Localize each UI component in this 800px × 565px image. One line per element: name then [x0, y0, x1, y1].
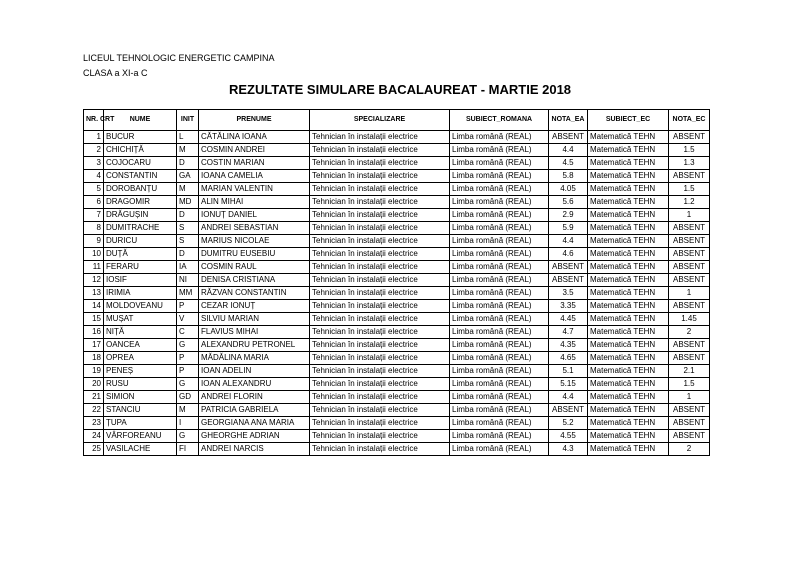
subiect-ec-cell: Matematică TEHN	[588, 196, 669, 209]
subiect-romana-cell: Limba română (REAL)	[450, 170, 549, 183]
prenume-cell: IONUȚ DANIEL	[199, 209, 310, 222]
specializare-cell: Tehnician în instalații electrice	[310, 378, 450, 391]
table-row	[84, 196, 710, 209]
specializare-cell: Tehnician în instalații electrice	[310, 430, 450, 443]
subiect-ec-cell: Matematică TEHN	[588, 144, 669, 157]
subiect-ec-cell: Matematică TEHN	[588, 300, 669, 313]
subiect-romana-cell: Limba română (REAL)	[450, 430, 549, 443]
subiect-ec-cell: Matematică TEHN	[588, 326, 669, 339]
specializare-cell: Tehnician în instalații electrice	[310, 209, 450, 222]
prenume-cell: ANDREI SEBASTIAN	[199, 222, 310, 235]
specializare-cell: Tehnician în instalații electrice	[310, 222, 450, 235]
nota-ea-cell: 4.4	[549, 235, 588, 248]
nota-ea-cell: 3.5	[549, 287, 588, 300]
subiect-romana-cell: Limba română (REAL)	[450, 391, 549, 404]
nume-cell: OANCEA	[104, 339, 177, 352]
nume-cell: IOSIF	[104, 274, 177, 287]
table-row	[84, 170, 710, 183]
subiect-romana-cell: Limba română (REAL)	[450, 183, 549, 196]
subiect-ec-cell: Matematică TEHN	[588, 417, 669, 430]
subiect-ec-cell: Matematică TEHN	[588, 430, 669, 443]
subiect-romana-cell: Limba română (REAL)	[450, 209, 549, 222]
prenume-cell: ANDREI FLORIN	[199, 391, 310, 404]
nr-cell: 15	[84, 313, 104, 326]
nr-cell: 10	[84, 248, 104, 261]
prenume-cell: DUMITRU EUSEBIU	[199, 248, 310, 261]
header-row	[84, 110, 710, 131]
subiect-ec-cell: Matematică TEHN	[588, 391, 669, 404]
subiect-romana-cell: Limba română (REAL)	[450, 313, 549, 326]
class-name: CLASA a XI-a C	[83, 68, 148, 78]
nume-cell: ȚUPA	[104, 417, 177, 430]
subiect-romana-cell: Limba română (REAL)	[450, 300, 549, 313]
nume-cell: CHICHIȚĂ	[104, 144, 177, 157]
specializare-cell: Tehnician în instalații electrice	[310, 131, 450, 144]
nota-ea-cell: 4.55	[549, 430, 588, 443]
init-cell: D	[177, 248, 199, 261]
specializare-cell: Tehnician în instalații electrice	[310, 274, 450, 287]
init-cell: D	[177, 209, 199, 222]
table-row	[84, 183, 710, 196]
subiect-ec-cell: Matematică TEHN	[588, 157, 669, 170]
nota-ea-cell: 4.45	[549, 313, 588, 326]
table-row	[84, 352, 710, 365]
specializare-cell: Tehnician în instalații electrice	[310, 313, 450, 326]
subiect-romana-cell: Limba română (REAL)	[450, 248, 549, 261]
prenume-cell: IOANA CAMELIA	[199, 170, 310, 183]
nota-ea-cell: 4.4	[549, 144, 588, 157]
prenume-cell: FLAVIUS MIHAI	[199, 326, 310, 339]
col-init-header: INIT	[177, 110, 199, 131]
init-cell: L	[177, 131, 199, 144]
nume-cell: NIȚĂ	[104, 326, 177, 339]
init-cell: FI	[177, 443, 199, 456]
init-cell: I	[177, 417, 199, 430]
nume-cell: COJOCARU	[104, 157, 177, 170]
col-specializare-header: SPECIALIZARE	[310, 110, 450, 131]
subiect-ec-cell: Matematică TEHN	[588, 404, 669, 417]
nota-ec-cell: ABSENT	[669, 430, 710, 443]
col-nota-ec-header: NOTA_EC	[669, 110, 710, 131]
nume-cell: STANCIU	[104, 404, 177, 417]
col-prenume-header: PRENUME	[199, 110, 310, 131]
subiect-romana-cell: Limba română (REAL)	[450, 157, 549, 170]
subiect-ec-cell: Matematică TEHN	[588, 248, 669, 261]
nr-cell: 3	[84, 157, 104, 170]
nr-cell: 5	[84, 183, 104, 196]
table-row	[84, 313, 710, 326]
subiect-romana-cell: Limba română (REAL)	[450, 274, 549, 287]
nota-ea-cell: 4.7	[549, 326, 588, 339]
nota-ea-cell: 4.35	[549, 339, 588, 352]
init-cell: IA	[177, 261, 199, 274]
nota-ec-cell: ABSENT	[669, 274, 710, 287]
init-cell: GA	[177, 170, 199, 183]
subiect-ec-cell: Matematică TEHN	[588, 365, 669, 378]
results-table	[83, 109, 710, 456]
nota-ec-cell: 1.5	[669, 183, 710, 196]
init-cell: S	[177, 235, 199, 248]
prenume-cell: PATRICIA GABRIELA	[199, 404, 310, 417]
init-cell: MM	[177, 287, 199, 300]
nr-cell: 24	[84, 430, 104, 443]
nota-ec-cell: ABSENT	[669, 248, 710, 261]
specializare-cell: Tehnician în instalații electrice	[310, 352, 450, 365]
subiect-ec-cell: Matematică TEHN	[588, 313, 669, 326]
nota-ea-cell: 3.35	[549, 300, 588, 313]
nume-cell: PENEȘ	[104, 365, 177, 378]
prenume-cell: COSTIN MARIAN	[199, 157, 310, 170]
subiect-romana-cell: Limba română (REAL)	[450, 417, 549, 430]
nume-cell: CONSTANTIN	[104, 170, 177, 183]
prenume-cell: ALIN MIHAI	[199, 196, 310, 209]
nr-cell: 11	[84, 261, 104, 274]
table-row	[84, 417, 710, 430]
nota-ec-cell: 1.3	[669, 157, 710, 170]
specializare-cell: Tehnician în instalații electrice	[310, 443, 450, 456]
table-row	[84, 222, 710, 235]
subiect-ec-cell: Matematică TEHN	[588, 339, 669, 352]
init-cell: G	[177, 378, 199, 391]
nr-cell: 13	[84, 287, 104, 300]
nume-cell: VASILACHE	[104, 443, 177, 456]
subiect-romana-cell: Limba română (REAL)	[450, 261, 549, 274]
prenume-cell: MARIUS NICOLAE	[199, 235, 310, 248]
nota-ec-cell: ABSENT	[669, 131, 710, 144]
nota-ea-cell: 4.65	[549, 352, 588, 365]
nr-cell: 6	[84, 196, 104, 209]
nr-cell: 22	[84, 404, 104, 417]
table-row	[84, 248, 710, 261]
nume-cell: IRIMIA	[104, 287, 177, 300]
nume-cell: MOLDOVEANU	[104, 300, 177, 313]
nota-ea-cell: 4.4	[549, 391, 588, 404]
specializare-cell: Tehnician în instalații electrice	[310, 144, 450, 157]
nota-ec-cell: 2	[669, 326, 710, 339]
nota-ea-cell: 5.8	[549, 170, 588, 183]
nr-cell: 2	[84, 144, 104, 157]
specializare-cell: Tehnician în instalații electrice	[310, 287, 450, 300]
table-header	[84, 110, 710, 131]
nota-ec-cell: 2	[669, 443, 710, 456]
prenume-cell: MĂDĂLINA MARIA	[199, 352, 310, 365]
specializare-cell: Tehnician în instalații electrice	[310, 261, 450, 274]
subiect-romana-cell: Limba română (REAL)	[450, 404, 549, 417]
table-row	[84, 339, 710, 352]
nota-ec-cell: 1.5	[669, 378, 710, 391]
nota-ec-cell: ABSENT	[669, 300, 710, 313]
prenume-cell: RĂZVAN CONSTANTIN	[199, 287, 310, 300]
init-cell: NI	[177, 274, 199, 287]
subiect-ec-cell: Matematică TEHN	[588, 183, 669, 196]
subiect-ec-cell: Matematică TEHN	[588, 274, 669, 287]
prenume-cell: IOAN ADELIN	[199, 365, 310, 378]
prenume-cell: MARIAN VALENTIN	[199, 183, 310, 196]
table-row	[84, 131, 710, 144]
nr-cell: 14	[84, 300, 104, 313]
subiect-ec-cell: Matematică TEHN	[588, 443, 669, 456]
col-nota-ea-header: NOTA_EA	[549, 110, 588, 131]
subiect-ec-cell: Matematică TEHN	[588, 131, 669, 144]
subiect-ec-cell: Matematică TEHN	[588, 170, 669, 183]
nota-ea-cell: 5.9	[549, 222, 588, 235]
subiect-ec-cell: Matematică TEHN	[588, 352, 669, 365]
prenume-cell: GEORGIANA ANA MARIA	[199, 417, 310, 430]
specializare-cell: Tehnician în instalații electrice	[310, 391, 450, 404]
init-cell: M	[177, 183, 199, 196]
prenume-cell: DENISA CRISTIANA	[199, 274, 310, 287]
nume-cell: DUȚĂ	[104, 248, 177, 261]
subiect-ec-cell: Matematică TEHN	[588, 222, 669, 235]
subiect-ec-cell: Matematică TEHN	[588, 378, 669, 391]
nota-ea-cell: 5.15	[549, 378, 588, 391]
subiect-romana-cell: Limba română (REAL)	[450, 222, 549, 235]
prenume-cell: ANDREI NARCIS	[199, 443, 310, 456]
specializare-cell: Tehnician în instalații electrice	[310, 170, 450, 183]
nota-ea-cell: ABSENT	[549, 131, 588, 144]
subiect-romana-cell: Limba română (REAL)	[450, 235, 549, 248]
subiect-romana-cell: Limba română (REAL)	[450, 131, 549, 144]
specializare-cell: Tehnician în instalații electrice	[310, 196, 450, 209]
nume-cell: DOROBANȚU	[104, 183, 177, 196]
nume-cell: SIMION	[104, 391, 177, 404]
init-cell: M	[177, 144, 199, 157]
col-subiect-romana-header: SUBIECT_ROMANA	[450, 110, 549, 131]
subiect-romana-cell: Limba română (REAL)	[450, 378, 549, 391]
init-cell: P	[177, 365, 199, 378]
specializare-cell: Tehnician în instalații electrice	[310, 417, 450, 430]
nota-ea-cell: 4.6	[549, 248, 588, 261]
init-cell: M	[177, 404, 199, 417]
prenume-cell: GHEORGHE ADRIAN	[199, 430, 310, 443]
table-row	[84, 391, 710, 404]
init-cell: S	[177, 222, 199, 235]
nume-cell: DRĂGUȘIN	[104, 209, 177, 222]
init-cell: V	[177, 313, 199, 326]
specializare-cell: Tehnician în instalații electrice	[310, 183, 450, 196]
nume-cell: DRAGOMIR	[104, 196, 177, 209]
nr-cell: 9	[84, 235, 104, 248]
page-title: REZULTATE SIMULARE BACALAUREAT - MARTIE 2018	[228, 82, 572, 97]
nume-cell: DURICU	[104, 235, 177, 248]
nota-ea-cell: ABSENT	[549, 261, 588, 274]
nume-cell: BUCUR	[104, 131, 177, 144]
col-nume-header: NUME	[104, 110, 177, 131]
table-row	[84, 326, 710, 339]
subiect-romana-cell: Limba română (REAL)	[450, 287, 549, 300]
subiect-ec-cell: Matematică TEHN	[588, 287, 669, 300]
specializare-cell: Tehnician în instalații electrice	[310, 300, 450, 313]
nota-ea-cell: 5.2	[549, 417, 588, 430]
init-cell: G	[177, 339, 199, 352]
nume-cell: FERARU	[104, 261, 177, 274]
table-row	[84, 157, 710, 170]
init-cell: P	[177, 352, 199, 365]
table-row	[84, 274, 710, 287]
table-row	[84, 300, 710, 313]
nr-cell: 20	[84, 378, 104, 391]
nota-ec-cell: ABSENT	[669, 222, 710, 235]
table-row	[84, 235, 710, 248]
school-name: LICEUL TEHNOLOGIC ENERGETIC CAMPINA	[83, 53, 275, 63]
nota-ec-cell: ABSENT	[669, 170, 710, 183]
nota-ec-cell: 1	[669, 391, 710, 404]
col-subiect-ec-header: SUBIECT_EC	[588, 110, 669, 131]
subiect-romana-cell: Limba română (REAL)	[450, 196, 549, 209]
subiect-romana-cell: Limba română (REAL)	[450, 352, 549, 365]
prenume-cell: COSMIN ANDREI	[199, 144, 310, 157]
prenume-cell: COSMIN RAUL	[199, 261, 310, 274]
table-row	[84, 404, 710, 417]
nr-cell: 19	[84, 365, 104, 378]
table-row	[84, 261, 710, 274]
table-row	[84, 378, 710, 391]
nota-ea-cell: ABSENT	[549, 274, 588, 287]
prenume-cell: SILVIU MARIAN	[199, 313, 310, 326]
subiect-romana-cell: Limba română (REAL)	[450, 365, 549, 378]
nota-ec-cell: ABSENT	[669, 261, 710, 274]
subiect-romana-cell: Limba română (REAL)	[450, 144, 549, 157]
nota-ec-cell: 2.1	[669, 365, 710, 378]
nota-ea-cell: 5.1	[549, 365, 588, 378]
nr-cell: 23	[84, 417, 104, 430]
prenume-cell: ALEXANDRU PETRONEL	[199, 339, 310, 352]
nr-cell: 4	[84, 170, 104, 183]
subiect-romana-cell: Limba română (REAL)	[450, 326, 549, 339]
table-row	[84, 209, 710, 222]
nr-cell: 16	[84, 326, 104, 339]
specializare-cell: Tehnician în instalații electrice	[310, 339, 450, 352]
nota-ec-cell: 1	[669, 287, 710, 300]
init-cell: GD	[177, 391, 199, 404]
nota-ec-cell: 1.5	[669, 144, 710, 157]
nr-cell: 21	[84, 391, 104, 404]
nota-ec-cell: 1	[669, 209, 710, 222]
table-row	[84, 144, 710, 157]
nota-ec-cell: 1.2	[669, 196, 710, 209]
table-row	[84, 287, 710, 300]
table-body	[84, 131, 710, 456]
specializare-cell: Tehnician în instalații electrice	[310, 157, 450, 170]
nr-cell: 7	[84, 209, 104, 222]
nota-ec-cell: ABSENT	[669, 235, 710, 248]
nr-cell: 17	[84, 339, 104, 352]
subiect-ec-cell: Matematică TEHN	[588, 209, 669, 222]
specializare-cell: Tehnician în instalații electrice	[310, 404, 450, 417]
specializare-cell: Tehnician în instalații electrice	[310, 365, 450, 378]
nr-cell: 8	[84, 222, 104, 235]
subiect-romana-cell: Limba română (REAL)	[450, 339, 549, 352]
nume-cell: RUSU	[104, 378, 177, 391]
table-row	[84, 365, 710, 378]
nota-ea-cell: ABSENT	[549, 404, 588, 417]
table-row	[84, 443, 710, 456]
init-cell: G	[177, 430, 199, 443]
init-cell: D	[177, 157, 199, 170]
nume-cell: MUȘAT	[104, 313, 177, 326]
nume-cell: DUMITRACHE	[104, 222, 177, 235]
nota-ec-cell: ABSENT	[669, 339, 710, 352]
nr-cell: 12	[84, 274, 104, 287]
nota-ea-cell: 4.05	[549, 183, 588, 196]
nota-ec-cell: 1.45	[669, 313, 710, 326]
nota-ea-cell: 4.5	[549, 157, 588, 170]
subiect-romana-cell: Limba română (REAL)	[450, 443, 549, 456]
nr-cell: 25	[84, 443, 104, 456]
nota-ea-cell: 4.3	[549, 443, 588, 456]
subiect-ec-cell: Matematică TEHN	[588, 261, 669, 274]
nota-ea-cell: 2.9	[549, 209, 588, 222]
table-row	[84, 430, 710, 443]
subiect-ec-cell: Matematică TEHN	[588, 235, 669, 248]
init-cell: P	[177, 300, 199, 313]
nr-cell: 1	[84, 131, 104, 144]
specializare-cell: Tehnician în instalații electrice	[310, 326, 450, 339]
specializare-cell: Tehnician în instalații electrice	[310, 248, 450, 261]
nume-cell: OPREA	[104, 352, 177, 365]
prenume-cell: CEZAR IONUȚ	[199, 300, 310, 313]
init-cell: MD	[177, 196, 199, 209]
prenume-cell: IOAN ALEXANDRU	[199, 378, 310, 391]
specializare-cell: Tehnician în instalații electrice	[310, 235, 450, 248]
init-cell: C	[177, 326, 199, 339]
nota-ec-cell: ABSENT	[669, 417, 710, 430]
nota-ec-cell: ABSENT	[669, 404, 710, 417]
nota-ea-cell: 5.6	[549, 196, 588, 209]
prenume-cell: CĂTĂLINA IOANA	[199, 131, 310, 144]
nota-ec-cell: ABSENT	[669, 352, 710, 365]
nume-cell: VÂRFOREANU	[104, 430, 177, 443]
nr-cell: 18	[84, 352, 104, 365]
col-nr-crt-header: NR. CRT	[84, 110, 104, 131]
